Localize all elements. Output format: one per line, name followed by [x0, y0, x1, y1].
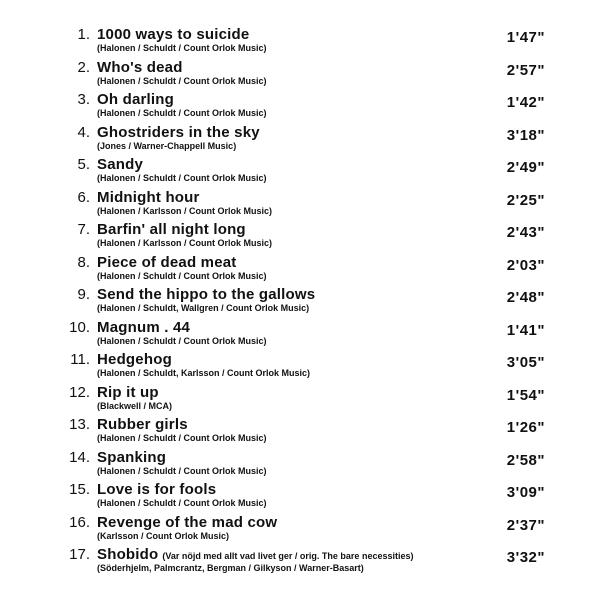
track-row — [0, 189, 600, 222]
track-duration: 2'49" — [506, 159, 545, 176]
track-credits: (Blackwell / MCA) — [97, 400, 173, 411]
track-credits: (Halonen / Schuldt / Count Orlok Music) — [97, 270, 267, 281]
track-title — [97, 449, 166, 467]
track-number: 15. — [69, 481, 90, 498]
track-number: 9. — [77, 286, 90, 303]
track-title — [97, 416, 188, 434]
track-duration: 2'03" — [506, 256, 545, 274]
track-row — [0, 254, 600, 287]
track-credits: (Halonen / Schuldt, Wallgren / Count Orlok Music) — [97, 303, 310, 313]
track-number: 7. — [77, 221, 90, 238]
track-title — [97, 26, 249, 44]
track-list — [0, 26, 600, 579]
track-credits: (Jones / Warner-Chappell Music) — [97, 140, 237, 151]
track-row — [0, 59, 600, 92]
track-title — [97, 481, 216, 499]
track-title-text: Piece of dead meat — [97, 253, 237, 271]
track-title-text: Shobido — [97, 546, 159, 563]
track-title-text: Hedgehog — [97, 351, 172, 368]
track-title-text: Sandy — [97, 156, 144, 173]
track-credits: (Halonen / Schuldt / Count Orlok Music) — [97, 108, 267, 118]
track-row — [0, 26, 600, 59]
track-title — [97, 351, 172, 369]
track-duration: 2'43" — [506, 224, 545, 241]
track-credits: (Halonen / Schuldt, Karlsson / Count Orlok Music) — [97, 368, 311, 378]
track-credits: (Karlsson / Count Orlok Music) — [97, 530, 230, 541]
track-title-text: Love is for fools — [97, 481, 217, 498]
track-row — [0, 384, 600, 417]
track-row — [0, 124, 600, 157]
track-title — [97, 124, 260, 142]
track-credits: (Halonen / Schuldt / Count Orlok Music) — [97, 433, 267, 443]
track-duration: 2'57" — [506, 61, 545, 79]
track-row — [0, 514, 600, 547]
track-duration: 2'37" — [506, 516, 545, 534]
track-title-text: 1000 ways to suicide — [97, 26, 250, 43]
track-title — [97, 156, 143, 174]
track-number: 6. — [77, 188, 90, 206]
track-duration: 2'48" — [506, 289, 545, 306]
track-title — [97, 286, 315, 304]
track-row — [0, 319, 600, 352]
track-title — [97, 91, 174, 109]
track-title-text: Rip it up — [97, 383, 159, 401]
track-number: 13. — [69, 416, 90, 433]
track-title-text: Ghostriders in the sky — [97, 123, 260, 141]
track-duration: 1'54" — [506, 386, 545, 404]
track-title-text: Send the hippo to the gallows — [97, 286, 316, 303]
track-duration: 1'41" — [506, 321, 545, 339]
track-credits: (Halonen / Schuldt / Count Orlok Music) — [97, 498, 267, 508]
track-credits: (Halonen / Schuldt / Count Orlok Music) — [97, 75, 267, 86]
track-credits: (Halonen / Schuldt / Count Orlok Music) — [97, 465, 267, 476]
track-duration: 3'32" — [506, 549, 545, 566]
track-number: 3. — [77, 91, 90, 108]
track-row — [0, 156, 600, 189]
track-title-text: Barfin' all night long — [97, 221, 246, 238]
track-row — [0, 481, 600, 514]
track-title-text: Rubber girls — [97, 416, 188, 433]
track-duration: 2'25" — [506, 191, 545, 209]
track-number: 5. — [77, 156, 90, 173]
track-row — [0, 449, 600, 482]
track-number: 14. — [69, 448, 90, 466]
track-title-text: Oh darling — [97, 91, 174, 108]
track-title — [97, 514, 277, 532]
track-title — [97, 319, 190, 337]
track-duration: 3'09" — [506, 484, 545, 501]
track-credits: (Halonen / Schuldt / Count Orlok Music) — [97, 43, 267, 53]
track-title-text: Who's dead — [97, 58, 183, 76]
track-row — [0, 221, 600, 254]
track-row — [0, 286, 600, 319]
track-duration: 1'42" — [506, 94, 545, 111]
track-title — [97, 189, 200, 207]
track-number: 11. — [70, 351, 90, 368]
track-credits: (Halonen / Schuldt / Count Orlok Music) — [97, 173, 267, 183]
track-title — [97, 59, 183, 77]
track-number: 16. — [69, 513, 90, 531]
track-title-text: Magnum . 44 — [97, 318, 191, 336]
track-number: 4. — [77, 123, 90, 141]
track-credits: (Halonen / Karlsson / Count Orlok Music) — [97, 238, 273, 248]
track-credits: (Halonen / Schuldt / Count Orlok Music) — [97, 335, 267, 346]
track-duration: 1'47" — [506, 29, 545, 46]
track-title-note: (Var nöjd med allt vad livet ger / orig. The bare necessities) — [162, 551, 414, 561]
track-duration: 3'18" — [506, 126, 545, 144]
track-duration: 3'05" — [506, 354, 545, 371]
track-credits: (Halonen / Karlsson / Count Orlok Music) — [97, 205, 273, 216]
track-number: 1. — [77, 26, 90, 43]
track-credits: (Söderhjelm, Palmcrantz, Bergman / Gilkyson / Warner-Basart) — [97, 563, 364, 573]
track-title-text: Spanking — [97, 448, 167, 466]
track-number: 10. — [69, 318, 90, 336]
track-title — [97, 384, 159, 402]
track-row — [0, 351, 600, 384]
track-row — [0, 416, 600, 449]
track-duration: 1'26" — [506, 419, 545, 436]
track-row — [0, 546, 600, 579]
track-title — [97, 221, 246, 239]
track-title — [97, 254, 237, 272]
track-number: 17. — [69, 546, 90, 563]
track-row — [0, 91, 600, 124]
track-title-text: Revenge of the mad cow — [97, 513, 278, 531]
track-number: 2. — [77, 58, 90, 76]
track-number: 8. — [77, 253, 90, 271]
track-duration: 2'58" — [506, 451, 545, 469]
track-number: 12. — [69, 383, 90, 401]
track-title-text: Midnight hour — [97, 188, 200, 206]
